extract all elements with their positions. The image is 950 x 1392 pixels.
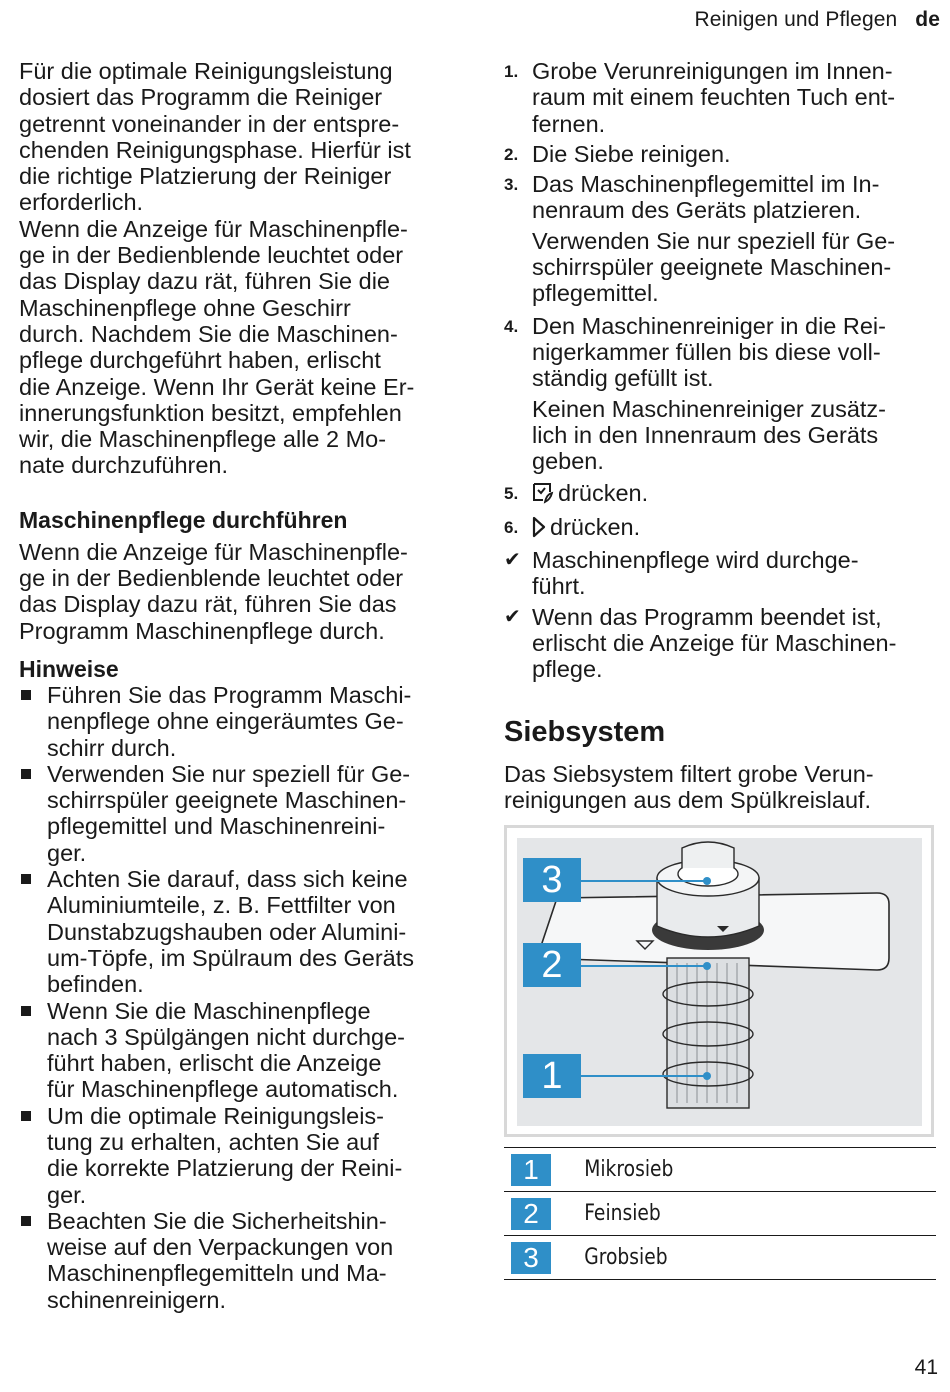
step-item: 3. Das Maschinenpflegemittel im In- nenraum des Geräts platzieren. [504, 171, 880, 224]
header-section: Reinigen und Pflegen [694, 8, 898, 31]
steps-list [504, 58, 936, 224]
result-item: ✔ Wenn das Programm beendet ist, erlischt die Anzeige für Maschinen- pflege. [504, 603, 897, 683]
legend-label: Feinsieb [584, 1201, 661, 1227]
step-item: 2. Die Siebe reinigen. [504, 140, 731, 167]
intro-paragraph: Für die optimale Reinigungsleistung dosiert das Programm die Reiniger getrennt voneinander in der entspre- chenden Reinigungsphase. Hierfür ist die richtige Platzierung der Reiniger erforderlich. [19, 58, 411, 216]
bullet-square-icon [21, 690, 31, 700]
callout-3: 3 [523, 858, 581, 902]
left-column [19, 58, 459, 1313]
step-item: 5. drücken. [504, 480, 936, 509]
result-item: ✔ Maschinenpflege wird durchge- führt. [504, 547, 859, 600]
step-item: 1. Grobe Verunreinigungen im Innen- raum mit einem feuchten Tuch ent- fernen. [504, 58, 896, 137]
legend-label: Mikrosieb [584, 1157, 674, 1183]
maschinenpflege-paragraph: Wenn die Anzeige für Maschinenpfle- ge in der Bedienblende leuchtet oder das Display dazu rät, führen Sie das Programm Maschinenpflege durch. [19, 538, 408, 644]
running-header [694, 8, 940, 32]
section-heading-maschinenpflege: Maschinenpflege durchführen [19, 506, 348, 533]
table-row [504, 1192, 936, 1236]
legend-label: Grobsieb [584, 1245, 668, 1271]
note-item: Führen Sie das Programm Maschi- nenpflege ohne eingeräumtes Ge- schirr durch. [19, 682, 459, 761]
filter-illustration [517, 838, 922, 1126]
step-item: 4. Den Maschinenreiniger in die Rei- nigerkammer füllen bis diese voll- ständig gefüllt ist. [504, 312, 886, 392]
header-language: de [915, 8, 940, 31]
legend-number-badge: 2 [511, 1198, 551, 1230]
table-row [504, 1236, 936, 1280]
bullet-square-icon [21, 874, 31, 884]
callout-1: 1 [523, 1054, 581, 1098]
legend-number-badge: 1 [511, 1154, 551, 1186]
bullet-square-icon [21, 1111, 31, 1121]
note-item: Verwenden Sie nur speziell für Ge- schirrspüler geeignete Maschinen- pflegemittel und Maschinenreini- ger. [19, 761, 459, 866]
right-column [504, 58, 936, 1280]
callout-2: 2 [523, 943, 581, 987]
start-triangle-icon [532, 516, 546, 543]
filter-legend-table [504, 1147, 936, 1280]
note-item: Um die optimale Reinigungsleis- tung zu erhalten, achten Sie auf die korrekte Platzierung der Reini- ger. [19, 1103, 459, 1208]
bullet-square-icon [21, 1216, 31, 1226]
checkmark-icon: ✔ [504, 605, 521, 628]
section-heading-siebsystem: Siebsystem [504, 715, 666, 748]
step-item: 6. drücken. [504, 514, 936, 543]
note-item: Achten Sie darauf, dass sich keine Aluminiumteile, z. B. Fettfilter von Dunstabzugshauben oder Alumini- um-Töpfe, im Spülraum des Geräts befinden. [19, 866, 459, 997]
bullet-square-icon [21, 1006, 31, 1016]
bullet-square-icon [21, 769, 31, 779]
notes-title: Hinweise [19, 655, 119, 682]
note-item: Beachten Sie die Sicherheitshin- weise auf den Verpackungen von Maschinenpflegemitteln und Ma- schinenreinigern. [19, 1208, 459, 1313]
notes-list [19, 682, 459, 1313]
intro-paragraph-2: Wenn die Anzeige für Maschinenpfle- ge in der Bedienblende leuchtet oder das Display dazu rät, führen Sie die Maschinenpflege ohne Geschirr durch. Nachdem Sie die Maschinen- pflege durchgeführt haben, erlischt die Anzeige. Wenn Ihr Gerät keine Er- innerungsfunktion besitzt, empfehlen wir, die Maschinenpflege alle 2 Mo- nate durchzuführen. [19, 215, 415, 479]
machine-care-icon [532, 482, 554, 509]
step-note: Verwenden Sie nur speziell für Ge- schirrspüler geeignete Maschinen- pflegemittel. [532, 227, 896, 307]
table-row [504, 1148, 936, 1192]
step-note: Keinen Maschinenreiniger zusätz- lich in den Innenraum des Geräts geben. [532, 395, 886, 475]
page-number: 41 [914, 1356, 938, 1379]
note-item: Wenn Sie die Maschinenpflege nach 3 Spülgängen nicht durchge- führt haben, erlischt die Anzeige für Maschinenpflege automatisch. [19, 998, 459, 1103]
legend-number-badge: 3 [511, 1242, 551, 1274]
checkmark-icon: ✔ [504, 549, 521, 572]
siebsystem-paragraph: Das Siebsystem filtert grobe Verun- reinigungen aus dem Spülkreislauf. [504, 760, 874, 813]
filter-system-figure [504, 825, 934, 1137]
